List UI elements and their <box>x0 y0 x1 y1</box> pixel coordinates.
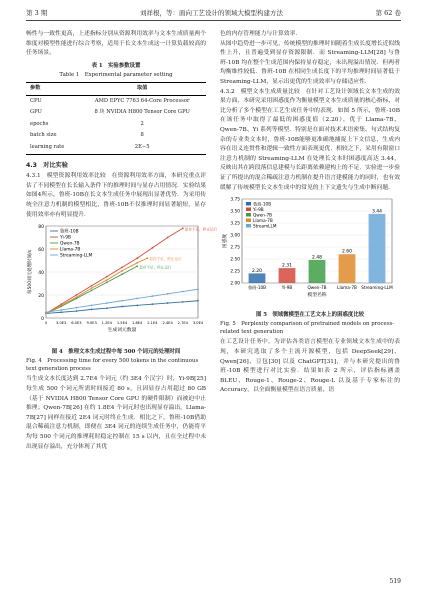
x-tick-label: 6.0E3 <box>71 321 82 326</box>
running-header <box>26 8 401 21</box>
legend-swatch <box>246 208 251 212</box>
table-cell: batch size <box>30 132 57 139</box>
table-row <box>26 142 206 154</box>
section-heading: 4.3 对比实验 <box>26 161 68 169</box>
legend-label: Yi-9B <box>253 206 264 212</box>
data-point <box>121 273 123 275</box>
category-label: Streaming-LLM <box>361 285 393 291</box>
y-axis-label: 困惑度 <box>223 233 228 249</box>
data-point <box>152 295 154 297</box>
legend-label: 鲁班-10B <box>253 201 272 207</box>
data-point <box>167 293 169 295</box>
table-cell: learning rate <box>30 143 65 150</box>
paragraph: 当生成文本长度达到 2.7E4 个词元（约 3E4 个汉字）时，Yi-9B[25] 每生成 500 个词元所需时间接近 80 s，且因显存占用超过 80 GB（基于 NVIDIA H800 Tensor Core GPU 的硬件限制）而被迫中止推理；Qwen-7B[26] 在约 1.8E4 个词元时也出现显存溢出，Llama-7B[27] 同样在接近 2E4 词元时终止生成．相比之下，鲁班-10B借助混合稀疏注意力机制，即便在 3E4 词元的连续生成任务中，仍能将平均每 500 个词元的推理耗时稳定控制在 15 s 以内，且在全过程中未出现显存溢出，充分体现了其优 <box>26 376 206 450</box>
data-point <box>136 305 138 307</box>
data-point <box>197 300 199 302</box>
x-tick-label: 1.8E4 <box>132 321 143 326</box>
table-row <box>26 119 206 131</box>
bar-value-label: 3.44 <box>371 209 383 215</box>
y-tick-label: 3.25 <box>230 221 240 227</box>
header-title: 刘祥根，等：面向工艺设计的领域大模型构建方法 <box>139 9 283 17</box>
table-cell: 8 块 NVIDIA H800 Tensor Core GPU <box>94 109 190 116</box>
legend-swatch <box>246 224 251 228</box>
data-point <box>106 279 108 281</box>
data-point <box>76 294 78 296</box>
x-tick-label: 1.2E4 <box>101 321 112 326</box>
y-tick-label: 40 <box>38 270 44 276</box>
right-column <box>220 30 400 396</box>
table1-caption-cn: 表 1 实验参数设置 <box>91 62 141 69</box>
table-cell: 2 <box>140 120 144 127</box>
data-point <box>136 265 138 267</box>
header-issue: 第 3 期 <box>26 9 48 17</box>
bar-value-label: 2.60 <box>341 249 353 255</box>
table-cell: 8 <box>140 132 144 139</box>
y-tick-label: 3.00 <box>230 233 240 239</box>
bar <box>369 214 386 283</box>
legend-label: Qwen-7B <box>253 212 272 218</box>
data-point <box>121 267 123 269</box>
x-tick-label: 3.0E3 <box>56 321 67 326</box>
table-row <box>26 95 206 107</box>
data-point <box>121 270 123 272</box>
legend-label: Qwen-7B <box>60 241 80 247</box>
paragraph: 在工艺设计任务中，为评估各类语言模型在专业领域文本生成中的表现，本研究选取了多个主流开源模型，包括 DeepSeek[29]、Qwen[26]、豆包[30] 以及 ChatGPT[31]，并与本研究提出的鲁班-10B 模型进行对比实验．结果如表 2 所示，评估指标涵盖 BLEU、Rouge-1、Rouge-2、Rouge-L 以及基于专家标注的 Accuracy，以全面衡量模型在语言质量、语 <box>220 339 400 394</box>
data-point <box>106 302 108 304</box>
legend-swatch <box>246 202 251 206</box>
fig5-caption-en: Fig. 5 Perplexity comparison of pretrained models on process-related text generation <box>220 321 395 335</box>
data-point <box>182 301 184 303</box>
x-tick-label: 9.0E3 <box>86 321 97 326</box>
table-row <box>26 107 206 119</box>
data-point <box>91 285 93 287</box>
data-point <box>76 307 78 309</box>
paragraph: 4.3.2 模型文本生成质量比较 在针对工艺设计领域长文本生成的效果方面，本研究采用困惑度作为衡量模型文本生成质量的核心指标，对比分析了多个模型在工艺生成任务中的表现．如图 5 所示，鲁班-10B 在该任务中取得了最低的困惑度值（2.20），优于 Llama-7B、Qwen-7B、Yi 系列等模型．特别是在面对技术术语密集、句式结构复杂的专业类文本时，鲁班-10B能够更准确地捕捉上下文信息，生成内容在语义连贯性和逻辑一致性方面表现更优．相较之下，采用有限窗口注意力机制的 Streaming-LLM 在处理长文本时困惑度高达 3.44，反映出其在跨段落信息建模与长距离依赖建构上的不足．实验进一步验证了所提出的混合稀疏注意力机制在提升语言建模能力的同时，也有效缓解了传统模型长文本生成中的常见的上下文遗失与生成中断问题． <box>220 88 400 191</box>
y-tick-label: 0 <box>41 316 44 322</box>
y-tick-label: 2.50 <box>230 257 240 263</box>
paragraph: 畅性与一致性更高，上述指标分别从资源利用效率与文本生成质量两个维度对模型性能进行综合考察，适用于长文本生成这一计算负载较高的任务场景。 <box>26 31 206 57</box>
data-point <box>91 305 93 307</box>
table1-caption-en: Table 1 Experimental parameter setting <box>59 72 173 79</box>
data-point <box>146 257 148 259</box>
data-point <box>76 310 78 312</box>
y-tick-label: 2.00 <box>230 281 240 287</box>
x-tick-label: 1.5E4 <box>116 321 128 326</box>
legend-label: Yi-9B <box>60 235 71 241</box>
legend-label: Streaming-LLM <box>60 253 93 259</box>
left-column <box>26 30 218 452</box>
x-axis-label: 生成词元数量 <box>107 328 137 334</box>
data-point <box>121 300 123 302</box>
data-point <box>45 311 47 313</box>
data-point <box>152 303 154 305</box>
legend-label: StreamLLM <box>253 223 277 229</box>
y-tick-label: 2.25 <box>230 269 240 275</box>
x-tick-label: 0 <box>44 321 48 326</box>
x-tick-label: 2.7E4 <box>177 321 188 326</box>
bar <box>339 254 356 283</box>
fig4-caption-cn: 图 4 推理文本生成过程中每 500 个词元的处理时间 <box>51 348 181 355</box>
x-tick-label: 2.1E4 <box>147 321 158 326</box>
y-tick-label: 60 <box>38 247 44 253</box>
bar-chart <box>220 193 400 305</box>
category-label: Yi-9B <box>281 285 293 291</box>
page-number: 519 <box>389 578 401 585</box>
data-point <box>152 247 154 249</box>
table-cell: 2E−5 <box>134 143 150 150</box>
category-label: Qwen-7B <box>307 285 327 291</box>
data-point <box>167 302 169 304</box>
data-point <box>60 311 62 313</box>
legend-label: 鲁班-10B <box>60 229 79 235</box>
bar-value-label: 2.48 <box>311 255 323 261</box>
table-cell: AMD EPYC 7763 64-Core Processor <box>94 97 190 104</box>
data-point <box>106 282 108 284</box>
bar <box>249 273 266 283</box>
annotation: 显存不足，停止运行 <box>149 257 182 262</box>
legend-swatch <box>246 213 251 217</box>
y-tick-label: 3.75 <box>230 197 240 203</box>
data-point <box>182 291 184 293</box>
y-tick-label: 20 <box>38 293 44 299</box>
y-tick-label: 3.50 <box>230 209 240 215</box>
data-point <box>136 257 138 259</box>
paragraph: 从图中趋势进一步可见，传统模型的推理时间随着生成长度增长近似线性上升，且普遍受到显存资源限制．而 Streaming-LLM[28] 与鲁班-10B 均在整个生成范围内保持显存稳定，未出现溢出情况．但两者均衡维性较低．鲁班-10B 在相同生成长度下的平均推理时间显著低于 Streaming-LLM，显示出更优的生成效率与存储适应性． <box>220 40 400 85</box>
data-point <box>91 309 93 311</box>
x-tick-label: 3.0E4 <box>192 321 204 326</box>
y-tick-label: 80 <box>38 224 44 230</box>
header-volume: 第 62 卷 <box>375 9 401 17</box>
table-header: 取值 <box>136 84 148 91</box>
data-point <box>60 305 62 307</box>
data-point <box>182 227 184 229</box>
y-tick-label: 2.75 <box>230 245 240 251</box>
annotation: 显存不足，停止运行 <box>139 265 172 270</box>
fig5-caption-cn: 图 5 领域微模型在工艺文本上的困惑度比较 <box>255 311 365 318</box>
data-point <box>106 276 108 278</box>
legend-label: Llama-7B <box>253 217 273 223</box>
data-point <box>167 237 169 239</box>
figure-4 <box>26 220 218 347</box>
table-cell: GPU <box>30 109 42 116</box>
figure-5 <box>220 193 400 310</box>
legend-swatch <box>246 219 251 223</box>
x-tick-label: 2.4E4 <box>162 321 173 326</box>
param-table <box>26 82 206 155</box>
data-point <box>91 290 93 292</box>
bar-value-label: 2.20 <box>251 268 263 274</box>
table-cell: CPU <box>30 97 42 104</box>
paragraph: 4.3.1 模型资源利用效率比较 在资源利用效率方面，本研究重点评估了不同模型在长长输入条件下的推理时间与显存占用情况．实验结果如图4所示，鲁班-10B在长文本生成任务中展现出显著优势．为采用传统全注意力机制的模型相比，鲁班-10B不仅推理时间显著缩短，显存使用效率亦有明显提升． <box>26 173 206 218</box>
data-point <box>136 298 138 300</box>
table-header: 参数 <box>30 84 41 91</box>
category-label: 鲁班-10B <box>247 285 267 291</box>
data-point <box>121 306 123 308</box>
paragraph: 色的内存管理能力与计算效率． <box>220 31 302 37</box>
table-row <box>26 130 206 142</box>
bar <box>279 268 296 283</box>
data-point <box>197 288 199 290</box>
line-chart <box>26 220 218 342</box>
fig4-caption-en: Fig. 4 Processing time for every 500 tokens in the continuous text generation process <box>26 358 199 372</box>
data-point <box>76 296 78 298</box>
data-point <box>60 309 62 311</box>
x-axis-label: 模型名称 <box>307 293 327 299</box>
data-point <box>136 262 138 264</box>
table-cell: epochs <box>30 120 49 127</box>
category-label: Llama-7B <box>337 285 357 291</box>
data-point <box>106 307 108 309</box>
data-point <box>91 287 93 289</box>
annotation: 显存不足，停止运行 <box>184 227 218 232</box>
legend-label: Llama-7B <box>60 247 81 253</box>
y-axis-label: 每500词元处理时间/s <box>28 250 33 295</box>
bar-value-label: 2.31 <box>281 263 293 269</box>
bar <box>309 260 326 283</box>
